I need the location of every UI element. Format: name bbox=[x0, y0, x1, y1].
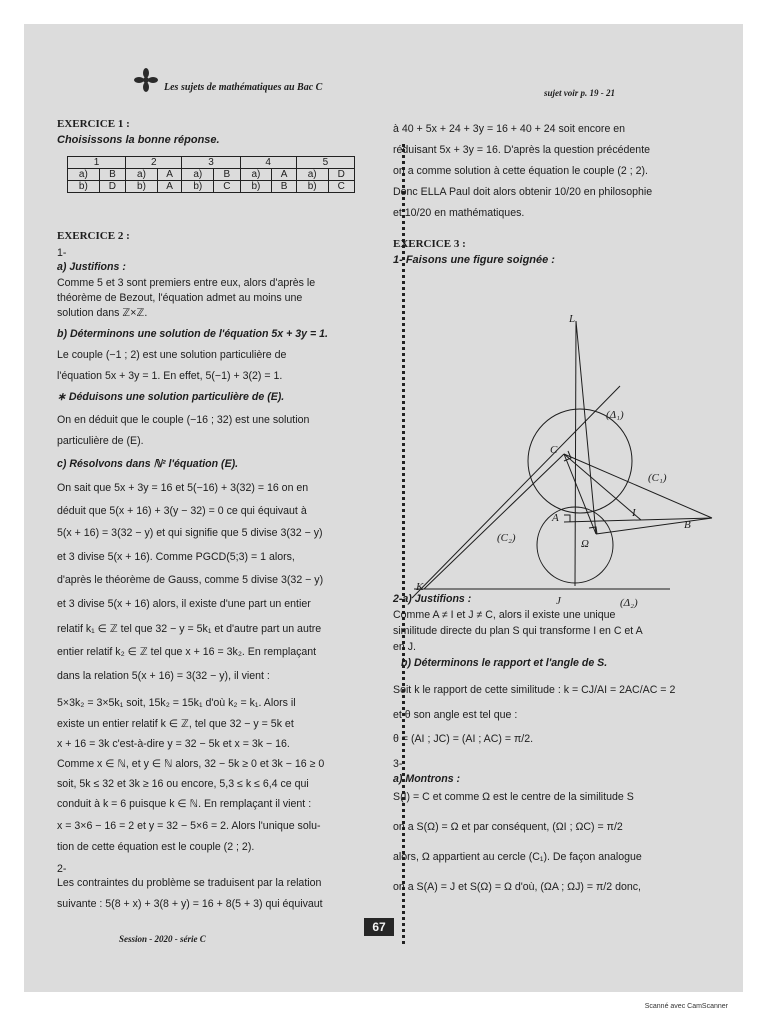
text-line: c) Résolvons dans ℕ² l'équation (E). bbox=[57, 458, 239, 470]
text-line: 2-a) Justifions : bbox=[393, 593, 472, 605]
text-line: on a comme solution à cette équation le couple (2 ; 2). bbox=[393, 165, 648, 177]
left-column bbox=[57, 24, 377, 964]
subject-reference: sujet voir p. 19 - 21 bbox=[544, 88, 615, 98]
label-delta2: (Δ₂) bbox=[620, 597, 638, 609]
table-header-cell: 5 bbox=[296, 157, 354, 169]
table-cell: B bbox=[272, 181, 297, 193]
text-line: Soit k le rapport de cette similitude : k = CJ/AI = 2AC/AC = 2 bbox=[393, 684, 676, 696]
text-line: théorème de Bezout, l'équation admet au moins une bbox=[57, 292, 303, 304]
table-cell: b) bbox=[68, 181, 100, 193]
text-line: Le couple (−1 ; 2) est une solution particulière de bbox=[57, 349, 287, 361]
table-cell: A bbox=[157, 181, 182, 193]
table-cell: b) bbox=[126, 181, 158, 193]
text-line: x + 16 = 3k c'est-à-dire y = 32 − 5k et x = 3k − 16. bbox=[57, 738, 290, 750]
text-line: relatif k₁ ∈ ℤ tel que 32 − y = 5k₁ et d'autre part un autre bbox=[57, 623, 322, 635]
label-b: B bbox=[684, 519, 691, 531]
text-line: Les contraintes du problème se traduisent par la relation bbox=[57, 877, 322, 889]
exercise-1-title: EXERCICE 1 : bbox=[57, 118, 130, 130]
text-line: particulière de (E). bbox=[57, 435, 144, 447]
table-header-cell: 1 bbox=[68, 157, 126, 169]
text-line: a) Justifions : bbox=[57, 261, 126, 273]
text-line: d'après le théorème de Gauss, comme 5 divise 3(32 − y) bbox=[57, 574, 324, 586]
exercise-3-subtitle: 1- Faisons une figure soignée : bbox=[393, 254, 555, 266]
label-k: K bbox=[416, 581, 424, 593]
text-line: dans la relation 5(x + 16) = 3(32 − y), il vient : bbox=[57, 670, 270, 682]
label-l: L bbox=[569, 313, 576, 325]
table-cell: a) bbox=[182, 169, 214, 181]
table-cell: B bbox=[99, 169, 125, 181]
text-line: soit, 5k ≤ 32 et 3k ≥ 16 ou encore, 5,3 ≤ k ≤ 6,4 ce qui bbox=[57, 778, 309, 790]
label-j: J bbox=[556, 595, 561, 607]
answer-table bbox=[67, 156, 355, 193]
scanner-watermark: Scanné avec CamScanner bbox=[644, 1003, 728, 1010]
text-line: 2- bbox=[57, 863, 67, 875]
table-cell: C bbox=[214, 181, 240, 193]
label-c: C bbox=[550, 444, 558, 456]
text-line: déduit que 5(x + 16) + 3(y − 32) = 0 ce qui équivaut à bbox=[57, 505, 307, 517]
text-line: alors, Ω appartient au cercle (C₁). De façon analogue bbox=[393, 851, 642, 863]
label-a: A bbox=[552, 512, 559, 524]
table-cell: b) bbox=[182, 181, 214, 193]
table-cell: D bbox=[328, 169, 354, 181]
page-number: 67 bbox=[364, 918, 394, 936]
text-line: Comme A ≠ I et J ≠ C, alors il existe une unique bbox=[393, 609, 616, 621]
label-i: I bbox=[632, 507, 636, 519]
table-row bbox=[68, 181, 355, 193]
text-line: et 3 divise 5(x + 16) alors, il existe d'une part un entier bbox=[57, 598, 311, 610]
text-line: On sait que 5x + 3y = 16 et 5(−16) + 3(32) = 16 on en bbox=[57, 482, 309, 494]
text-line: en J. bbox=[393, 641, 416, 653]
text-line: Donc ELLA Paul doit alors obtenir 10/20 en philosophie bbox=[393, 186, 653, 198]
text-line: similitude directe du plan S qui transforme I en C et A bbox=[393, 625, 643, 637]
text-line: ∗ Déduisons une solution particulière de (E). bbox=[57, 391, 285, 403]
label-omega: Ω bbox=[581, 538, 589, 550]
exercise-2-title: EXERCICE 2 : bbox=[57, 230, 130, 242]
text-line: et 3 divise 5(x + 16). Comme PGCD(5;3) = 1 alors, bbox=[57, 551, 295, 563]
table-row bbox=[68, 169, 355, 181]
text-line: θ = (AI ; JC) = (AI ; AC) = π/2. bbox=[393, 733, 534, 745]
table-cell: A bbox=[272, 169, 297, 181]
table-header-cell: 3 bbox=[182, 157, 240, 169]
line-delta1 bbox=[412, 386, 620, 598]
answer-table-header bbox=[68, 157, 355, 169]
document-page bbox=[24, 24, 743, 992]
text-line: entier relatif k₂ ∈ ℤ tel que x + 16 = 3k₂. En remplaçant bbox=[57, 646, 317, 658]
table-header-cell: 4 bbox=[240, 157, 296, 169]
label-delta1: (Δ₁) bbox=[606, 409, 624, 421]
table-cell: C bbox=[328, 181, 354, 193]
table-cell: a) bbox=[240, 169, 272, 181]
text-line: conduit à k = 6 puisque k ∈ ℕ. En remplaçant il vient : bbox=[57, 798, 312, 810]
table-cell: b) bbox=[240, 181, 272, 193]
table-cell: a) bbox=[296, 169, 328, 181]
exercise-3-title: EXERCICE 3 : bbox=[393, 238, 466, 250]
series-title: Les sujets de mathématiques au Bac C bbox=[164, 82, 323, 93]
label-c2: (C₂) bbox=[497, 532, 516, 544]
text-line: tion de cette équation est le couple (2 ; 2). bbox=[57, 841, 255, 853]
text-line: Comme x ∈ ℕ, et y ∈ ℕ alors, 32 − 5k ≥ 0 et 3k − 16 ≥ 0 bbox=[57, 758, 325, 770]
text-line: S(I) = C et comme Ω est le centre de la similitude S bbox=[393, 791, 634, 803]
text-line: à 40 + 5x + 24 + 3y = 16 + 40 + 24 soit encore en bbox=[393, 123, 626, 135]
text-line: 3- bbox=[393, 758, 403, 770]
text-line: 1- bbox=[57, 247, 67, 259]
session-footer: Session - 2020 - série C bbox=[119, 934, 206, 944]
text-line: l'équation 5x + 3y = 1. En effet, 5(−1) + 3(2) = 1. bbox=[57, 370, 283, 382]
table-cell: A bbox=[157, 169, 182, 181]
text-line: réduisant 5x + 3y = 16. D'après la question précédente bbox=[393, 144, 651, 156]
text-line: Comme 5 et 3 sont premiers entre eux, alors d'après le bbox=[57, 277, 316, 289]
right-angle-mark-a bbox=[564, 515, 570, 522]
text-line: b) Déterminons une solution de l'équation 5x + 3y = 1. bbox=[57, 328, 328, 340]
text-line: et 10/20 en mathématiques. bbox=[393, 207, 525, 219]
text-line: 5(x + 16) = 3(32 − y) et qui signifie que 5 divise 3(32 − y) bbox=[57, 527, 323, 539]
line-kc bbox=[424, 454, 564, 589]
text-line: solution dans ℤ×ℤ. bbox=[57, 307, 148, 319]
text-line: On en déduit que le couple (−16 ; 32) est une solution bbox=[57, 414, 310, 426]
table-cell: a) bbox=[68, 169, 100, 181]
table-cell: D bbox=[99, 181, 125, 193]
table-header-cell: 2 bbox=[126, 157, 182, 169]
line-lj bbox=[575, 321, 576, 586]
table-cell: b) bbox=[296, 181, 328, 193]
text-line: b) Déterminons le rapport et l'angle de S. bbox=[401, 657, 608, 669]
table-cell: B bbox=[214, 169, 240, 181]
text-line: et θ son angle est tel que : bbox=[393, 709, 518, 721]
table-cell: a) bbox=[126, 169, 158, 181]
label-c1: (C₁) bbox=[648, 472, 667, 484]
text-line: x = 3×6 − 16 = 2 et y = 32 − 5×6 = 2. Alors l'unique solu- bbox=[57, 820, 321, 832]
text-line: existe un entier relatif k ∈ ℤ, tel que 32 − y = 5k et bbox=[57, 718, 294, 730]
text-line: on a S(Ω) = Ω et par conséquent, (ΩI ; ΩC) = π/2 bbox=[393, 821, 623, 833]
text-line: a) Montrons : bbox=[393, 773, 461, 785]
text-line: 5×3k₂ = 3×5k₁ soit, 15k₂ = 15k₁ d'où k₂ = k₁. Alors il bbox=[57, 697, 296, 709]
text-line: suivante : 5(8 + x) + 3(8 + y) = 16 + 8(5 + 3) qui équivaut bbox=[57, 898, 323, 910]
text-line: on a S(A) = J et S(Ω) = Ω d'où, (ΩA ; ΩJ) = π/2 donc, bbox=[393, 881, 641, 893]
exercise-1-subtitle: Choisissons la bonne réponse. bbox=[57, 134, 220, 146]
